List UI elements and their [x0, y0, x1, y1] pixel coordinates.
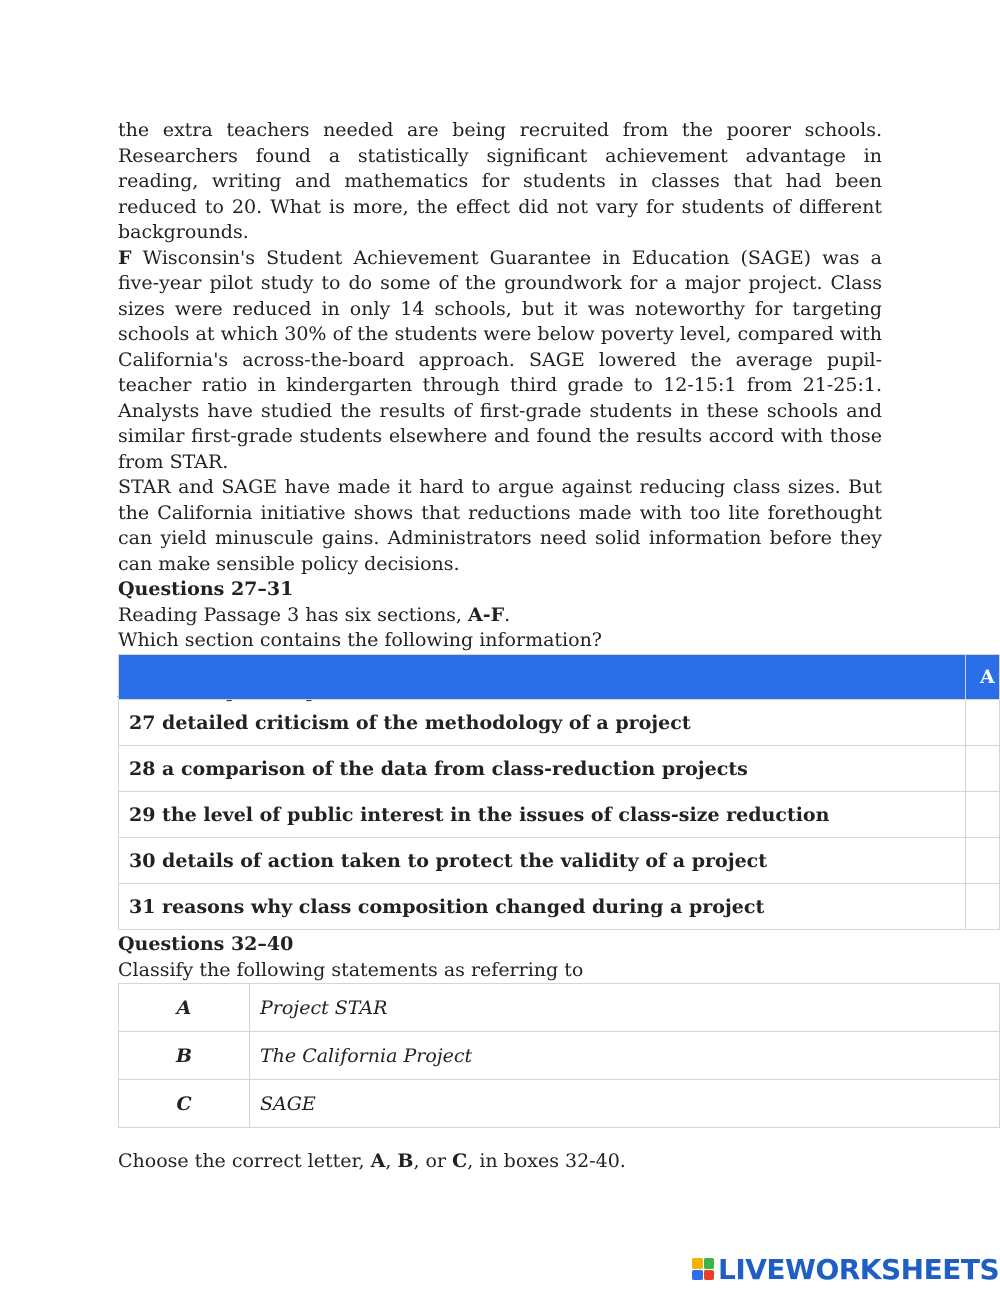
logo-text: LIVEWORKSHEETS: [718, 1252, 1000, 1286]
question-29-answer[interactable]: [966, 792, 1000, 838]
table-header-letter: A: [966, 655, 1000, 700]
option-a-label: Project STAR: [250, 984, 1000, 1032]
option-c-letter: C: [119, 1080, 250, 1128]
paragraph-e-continued: the extra teachers needed are being recruited from the poorer schools. Researchers found a statistically significant achievement advantage in reading, writing and mathematics for students in classes that had been reduced to 20. What is more, the effect did not vary for students of different backgrounds.: [118, 119, 882, 243]
instructions-line-2: Which section contains the following information?: [118, 629, 602, 651]
questions-32-40-heading: Questions 32–40: [118, 933, 294, 955]
classify-instruction: Classify the following statements as referring to: [118, 958, 584, 981]
instruction-sep: ,: [385, 1150, 398, 1172]
instructions-line-3-text: Choose the correct letter,: [118, 654, 371, 677]
instructions-line-1-end: .: [504, 603, 511, 626]
option-row: [119, 1032, 1000, 1080]
instruction-letter-c: C: [452, 1150, 468, 1172]
table-header-row: [119, 655, 1000, 700]
table-row: [119, 884, 1000, 930]
instruction-text: Choose the correct letter,: [118, 1150, 371, 1172]
passage-content: [118, 118, 882, 705]
question-28-text: 28 a comparison of the data from class-reduction projects: [119, 746, 966, 792]
instruction-end: , in boxes 32-40.: [467, 1150, 626, 1172]
instructions-line-1-range: A-F: [468, 603, 505, 626]
question-27-answer[interactable]: [966, 700, 1000, 746]
option-row: [119, 1080, 1000, 1128]
option-b-label: The California Project: [250, 1032, 1000, 1080]
table-row: [119, 746, 1000, 792]
instruction-sep: , or: [413, 1150, 453, 1172]
question-31-text: 31 reasons why class composition changed during a project: [119, 884, 966, 930]
nb-text: You may use any letter more than once: [151, 680, 534, 702]
question-31-answer[interactable]: [966, 884, 1000, 930]
table-row: [119, 792, 1000, 838]
question-28-answer[interactable]: [966, 746, 1000, 792]
classification-options-table: [118, 983, 1000, 1128]
boxes-32-40-instruction: [118, 1149, 626, 1175]
instructions-line-3-range: A-F: [370, 654, 407, 677]
instructions-line-3-end: , in boxes 27-31.: [406, 654, 566, 677]
option-a-letter: A: [119, 984, 250, 1032]
question-30-text: 30 details of action taken to protect the validity of a project: [119, 838, 966, 884]
liveworksheets-logo: [692, 1254, 999, 1284]
paragraph-f-letter: F: [118, 246, 132, 269]
instruction-letter-b: B: [397, 1150, 414, 1172]
table-header-blank: [119, 655, 966, 700]
questions-32-40-intro: [118, 932, 882, 983]
question-30-answer[interactable]: [966, 838, 1000, 884]
paragraph-conclusion: STAR and SAGE have made it hard to argue against reducing class sizes. But the California initiative shows that reductions made with too lite forethought can yield minuscule gains. Administrators need solid information before they can make sensible policy decisions.: [118, 476, 882, 575]
questions-27-31-table: [118, 654, 1000, 930]
option-c-label: SAGE: [250, 1080, 1000, 1128]
instructions-line-1: [118, 603, 882, 629]
paragraph-f-text: Wisconsin's Student Achievement Guarantee in Education (SAGE) was a five-year pilot study to do some of the groundwork for a major project. Class sizes were reduced in only 14 schools, but it was noteworthy for targeting schools at which 30% of the students were below poverty level, compared with California's across-the-board approach. SAGE lowered the average pupil-teacher ratio in kindergarten through third grade to 12-15:1 from 21-25:1. Analysts have studied the results of first-grade students in these schools and similar first-grade students elsewhere and found the results accord with those from STAR.: [118, 246, 882, 473]
questions-27-31-heading: Questions 27–31: [118, 578, 294, 600]
nb-label: NB: [118, 680, 152, 702]
question-27-text: 27 detailed criticism of the methodology of a project: [119, 700, 966, 746]
paragraph-f: [118, 246, 882, 476]
table-row: [119, 700, 1000, 746]
logo-grid-icon: [692, 1258, 714, 1280]
table-row: [119, 838, 1000, 884]
option-b-letter: B: [119, 1032, 250, 1080]
question-29-text: 29 the level of public interest in the issues of class-size reduction: [119, 792, 966, 838]
instructions-line-1-text: Reading Passage 3 has six sections,: [118, 603, 469, 626]
option-row: [119, 984, 1000, 1032]
instruction-letter-a: A: [370, 1150, 386, 1172]
